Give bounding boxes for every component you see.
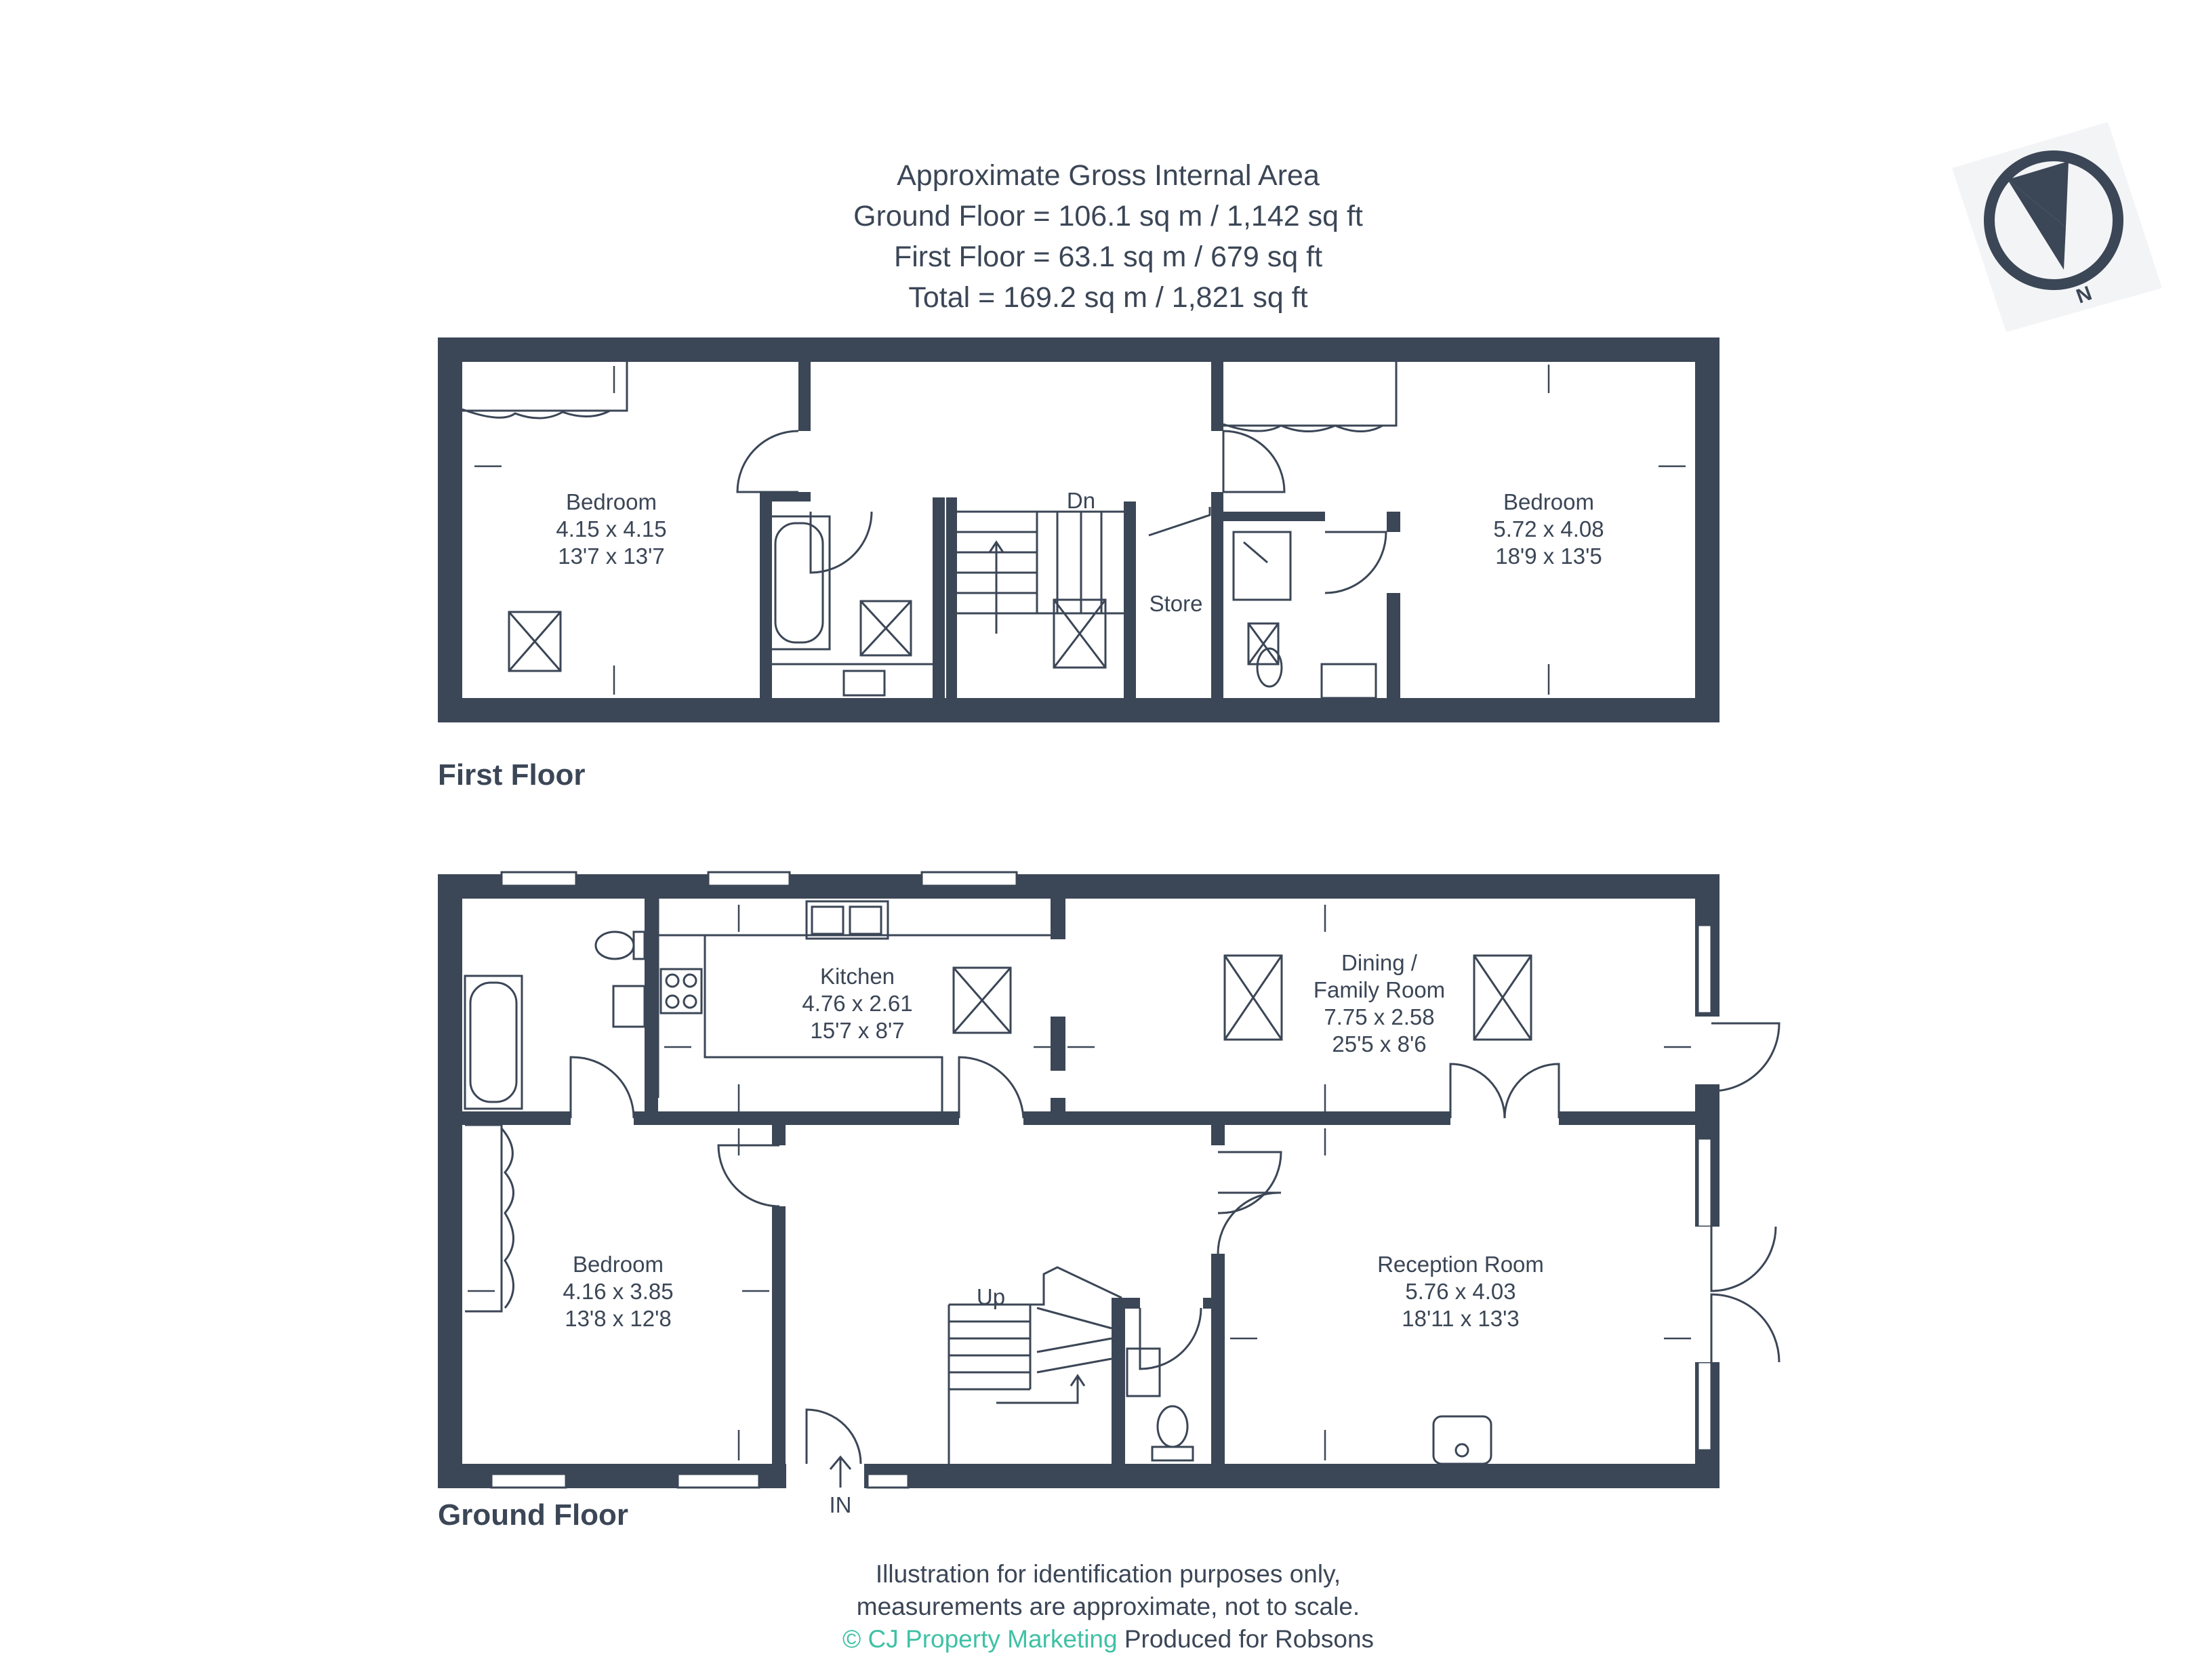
compass-icon [1952,122,2162,332]
dining-label-line1: Dining / [1341,950,1417,975]
first-floor-bedroom-left-imperial: 13'7 x 13'7 [558,544,665,569]
ground-floor-stairs-label: Up [976,1284,1006,1309]
first-floor-bedroom-left-metric: 4.15 x 4.15 [556,516,667,541]
ground-floor-bedroom-metric: 4.16 x 3.85 [563,1279,674,1304]
footer-credit-line [842,1625,1374,1653]
first-floor-title: First Floor [438,758,586,792]
first-floor-bedroom-right-metric: 5.72 x 4.08 [1493,516,1604,541]
dining-label-line2: Family Room [1313,977,1446,1002]
kitchen-imperial: 15'7 x 8'7 [810,1018,905,1043]
footer [842,1560,1374,1653]
footer-disclaimer-line1: Illustration for identification purposes only, [875,1560,1341,1588]
header-ground-floor-area: Ground Floor = 106.1 sq m / 1,142 sq ft [853,200,1363,232]
ground-floor-title: Ground Floor [438,1498,629,1532]
first-floor-plan [438,337,1719,722]
ground-floor-bedroom-label: Bedroom [573,1252,664,1277]
reception-imperial: 18'11 x 13'3 [1402,1306,1520,1331]
first-floor-bedroom-right-label: Bedroom [1503,489,1594,514]
dining-imperial: 25'5 x 8'6 [1332,1031,1427,1057]
dining-metric: 7.75 x 2.58 [1324,1004,1435,1029]
reception-metric: 5.76 x 4.03 [1405,1279,1516,1304]
area-header [853,159,1363,314]
header-total-area: Total = 169.2 sq m / 1,821 sq ft [908,281,1308,314]
kitchen-metric: 4.76 x 2.61 [802,991,913,1016]
kitchen-label: Kitchen [819,964,895,989]
first-floor-bedroom-left-label: Bedroom [566,489,657,514]
footer-disclaimer-line2: measurements are approximate, not to scale. [856,1593,1360,1620]
ground-floor-plan [438,872,1779,1517]
reception-label: Reception Room [1377,1252,1544,1277]
first-floor-stairs [957,512,1124,668]
first-floor-store-label: Store [1149,591,1203,616]
ground-floor-stairs [949,1267,1122,1464]
header-title: Approximate Gross Internal Area [897,159,1320,192]
footer-credit: © CJ Property Marketing [842,1625,1118,1653]
ground-floor-bedroom-imperial: 13'8 x 12'8 [565,1306,672,1331]
footer-produced-for: Produced for Robsons [1124,1625,1375,1653]
entrance-label: IN [829,1492,852,1517]
header-first-floor-area: First Floor = 63.1 sq m / 679 sq ft [893,241,1323,273]
compass-north-label: N [2073,282,2095,308]
first-floor-stairs-label: Dn [1066,488,1096,513]
first-floor-bedroom-right-imperial: 18'9 x 13'5 [1495,544,1602,569]
